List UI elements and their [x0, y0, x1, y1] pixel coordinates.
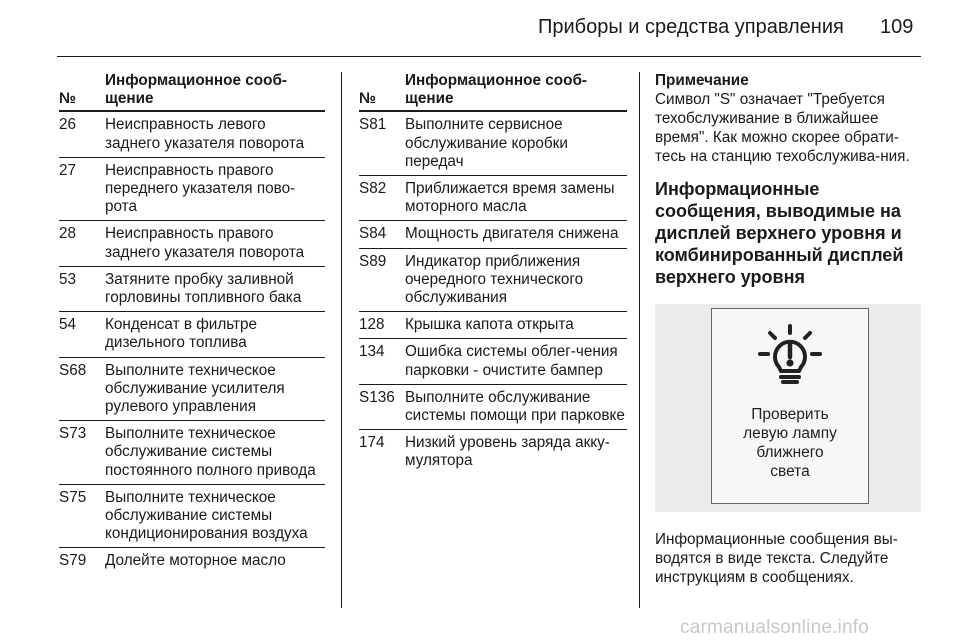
message-text: Индикатор приближения очередного технического обслуживания — [405, 248, 627, 312]
message-code: S81 — [359, 111, 405, 175]
message-text: Выполните сервисное обслуживание коробки передач — [405, 111, 627, 175]
header-number: № — [59, 72, 105, 111]
message-text: Выполните техническое обслуживание системы кондиционирования воздуха — [105, 484, 325, 548]
display-message: Проверить левую лампу ближнего света — [743, 406, 837, 481]
table-header-row — [359, 72, 627, 111]
message-code: S136 — [359, 384, 405, 429]
table-row — [59, 221, 325, 266]
message-code: S82 — [359, 176, 405, 221]
warning-lamp-icon — [757, 323, 823, 385]
table-row — [359, 221, 627, 248]
table-row — [59, 484, 325, 548]
message-code: S75 — [59, 484, 105, 548]
body-text: Информационные сообщения вы-водятся в виде текста. Следуйте инструкциям в сообщениях. — [655, 531, 898, 587]
message-text: Мощность двигателя снижена — [405, 221, 627, 248]
message-code: 128 — [359, 312, 405, 339]
message-table-right — [359, 72, 627, 475]
message-text: Конденсат в фильтре дизельного топлива — [105, 312, 325, 357]
column-divider — [341, 72, 342, 608]
message-code: S89 — [359, 248, 405, 312]
message-code: 174 — [359, 434, 385, 452]
table-row — [59, 312, 325, 357]
table-row — [359, 384, 627, 429]
table-header-row — [59, 72, 325, 111]
page-title: Приборы и средства управления — [538, 16, 844, 38]
message-text: Выполните техническое обслуживание системы постоянного полного привода — [105, 421, 325, 485]
table-row — [359, 430, 627, 475]
header-message: Информационное сооб- щение — [405, 72, 627, 111]
table-body — [59, 111, 325, 574]
note-title: Примечание — [655, 72, 749, 89]
table-row — [59, 266, 325, 311]
message-code: S79 — [59, 552, 87, 570]
watermark: carmanualsonline.info — [680, 617, 870, 638]
header-rule — [57, 56, 921, 57]
right-column — [655, 72, 923, 587]
display-screen — [711, 308, 869, 504]
message-text: Затяните пробку заливной горловины топливного бака — [105, 266, 325, 311]
table-row — [59, 548, 325, 575]
message-text: Неисправность правого переднего указателя пово-рота — [105, 157, 325, 221]
message-code: 53 — [59, 266, 105, 311]
message-text: Неисправность левого заднего указателя поворота — [105, 111, 325, 157]
message-code: 54 — [59, 312, 105, 357]
middle-column — [359, 72, 627, 475]
message-table-left — [59, 72, 325, 575]
display-illustration — [655, 304, 921, 512]
table-row — [359, 248, 627, 312]
message-text: Крышка капота открыта — [405, 312, 627, 339]
message-code: S84 — [359, 221, 405, 248]
message-text: Низкий уровень заряда акку-мулятора — [405, 434, 610, 470]
table-row — [359, 339, 627, 384]
message-code: 27 — [59, 157, 105, 221]
table-body — [359, 111, 627, 474]
table-row — [359, 111, 627, 175]
message-code: 26 — [59, 111, 105, 157]
table-row — [59, 157, 325, 221]
message-text: Выполните техническое обслуживание усилителя рулевого управления — [105, 357, 325, 421]
table-row — [59, 357, 325, 421]
message-text: Ошибка системы облег-чения парковки - очистите бампер — [405, 339, 627, 384]
header-number: № — [359, 72, 405, 111]
table-row — [59, 421, 325, 485]
message-code: S73 — [59, 421, 105, 485]
column-divider — [639, 72, 640, 608]
message-text: Выполните обслуживание системы помощи при парковке — [405, 384, 627, 429]
table-row — [359, 312, 627, 339]
message-text: Приближается время замены моторного масла — [405, 176, 627, 221]
message-code: 28 — [59, 221, 105, 266]
table-row — [359, 176, 627, 221]
page-number: 109 — [880, 16, 914, 38]
message-text: Неисправность правого заднего указателя поворота — [105, 221, 325, 266]
left-column — [59, 72, 325, 575]
message-code: S68 — [59, 357, 105, 421]
message-text: Долейте моторное масло — [105, 552, 286, 570]
note-text: Символ "S" означает "Требуется техобслуживание в ближайшее время". Как можно скорее обрати-тесь на станцию техобслужива-ния. — [655, 91, 910, 166]
header-message: Информационное сооб- щение — [105, 72, 325, 111]
page-header — [0, 0, 960, 60]
table-row — [59, 111, 325, 157]
message-code: 134 — [359, 339, 405, 384]
section-heading: Информационные сообщения, выводимые на дисплей верхнего уровня и комбинированный дисплей верхнего уровня — [655, 179, 904, 288]
